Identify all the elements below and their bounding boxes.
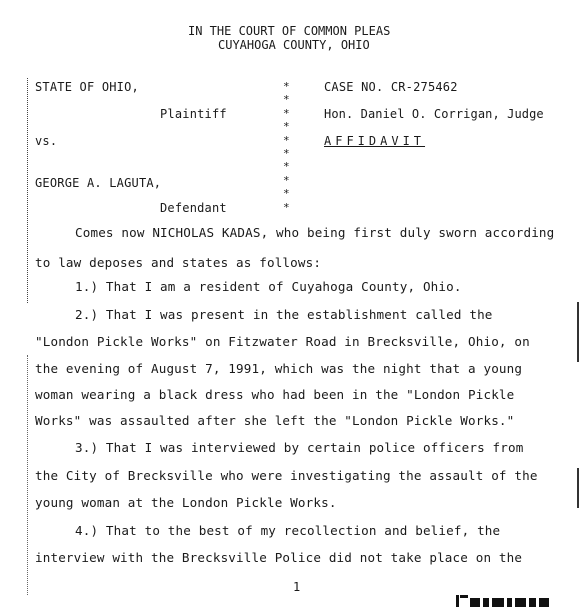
intro-line: Comes now NICHOLAS KADAS, who being first duly sworn according <box>75 225 555 240</box>
caption-divider <box>283 80 290 214</box>
margin-mark <box>27 78 29 303</box>
paragraph-2-line: "London Pickle Works" on Fitzwater Road in Brecksville, Ohio, on <box>35 334 530 349</box>
divider-star: * <box>283 173 290 187</box>
paragraph-4-line: 4.) That to the best of my recollection and belief, the <box>75 523 501 538</box>
judge-name: Hon. Daniel O. Corrigan, Judge <box>324 107 544 121</box>
intro-line: to law deposes and states as follows: <box>35 255 322 270</box>
case-number: CASE NO. CR-275462 <box>324 80 458 94</box>
divider-star: * <box>283 133 290 147</box>
exhibit-stamp <box>456 595 552 607</box>
margin-mark <box>577 302 579 362</box>
paragraph-3-line: the City of Brecksville who were investigating the assault of the <box>35 468 538 483</box>
paragraph-3-line: 3.) That I was interviewed by certain police officers from <box>75 440 524 455</box>
defendant-name: GEORGE A. LAGUTA, <box>35 176 162 190</box>
court-county: CUYAHOGA COUNTY, OHIO <box>218 38 370 52</box>
paragraph-3-line: young woman at the London Pickle Works. <box>35 495 337 510</box>
court-name: IN THE COURT OF COMMON PLEAS <box>188 24 391 38</box>
divider-star: * <box>283 80 290 93</box>
plaintiff-name: STATE OF OHIO, <box>35 80 139 94</box>
divider-star: * <box>283 200 290 214</box>
margin-mark <box>577 468 579 508</box>
divider-star: * <box>283 106 290 120</box>
defendant-label: Defendant <box>160 201 227 215</box>
page-number: 1 <box>293 580 301 594</box>
plaintiff-label: Plaintiff <box>160 107 227 121</box>
divider-star: * <box>283 93 290 107</box>
document-title: AFFIDAVIT <box>324 134 426 148</box>
paragraph-2-line: woman wearing a black dress who had been in the "London Pickle <box>35 387 515 402</box>
divider-star: * <box>283 120 290 134</box>
paragraph-2-line: 2.) That I was present in the establishment called the <box>75 307 493 322</box>
paragraph-2-line: Works" was assaulted after she left the "London Pickle Works." <box>35 413 515 428</box>
divider-star: * <box>283 147 290 161</box>
margin-mark <box>27 355 29 595</box>
divider-star: * <box>283 160 290 174</box>
paragraph-2-line: the evening of August 7, 1991, which was the night that a young <box>35 361 523 376</box>
paragraph-1: 1.) That I am a resident of Cuyahoga County, Ohio. <box>75 279 462 294</box>
versus-label: vs. <box>35 134 58 148</box>
divider-star: * <box>283 187 290 201</box>
paragraph-4-line: interview with the Brecksville Police did not take place on the <box>35 550 523 565</box>
